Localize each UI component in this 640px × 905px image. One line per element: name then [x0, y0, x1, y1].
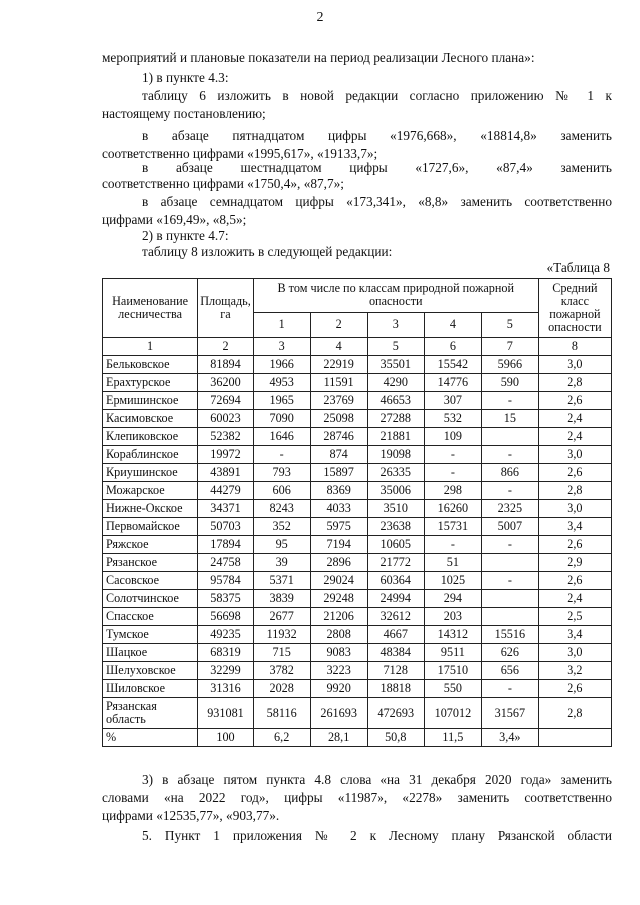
table-cell: 793 [253, 464, 310, 482]
table-cell: 4953 [253, 374, 310, 392]
forestry-name-cell: Ермишинское [103, 392, 198, 410]
table-cell: 22919 [310, 356, 367, 374]
forestry-name-cell: Клепиковское [103, 428, 198, 446]
table-cell: 2,6 [538, 536, 611, 554]
table-cell: 28,1 [310, 729, 367, 747]
table-cell: 3510 [367, 500, 424, 518]
class-number-cell: 4 [424, 312, 481, 337]
table-cell: 32612 [367, 608, 424, 626]
forestry-name-cell: Рязанская область [103, 698, 198, 729]
table-row [103, 356, 612, 374]
table-cell: 15516 [481, 626, 538, 644]
table-cell: 11591 [310, 374, 367, 392]
table-row [103, 410, 612, 428]
class-number-cell: 1 [253, 312, 310, 337]
table-cell: 9920 [310, 680, 367, 698]
table-cell: 48384 [367, 644, 424, 662]
table-cell: 49235 [198, 626, 254, 644]
table-cell: 3,4 [538, 518, 611, 536]
table-row [103, 464, 612, 482]
table-cell: 34371 [198, 500, 254, 518]
table-cell: 21206 [310, 608, 367, 626]
table-cell: 2,6 [538, 392, 611, 410]
paragraph-line: словами «на 2022 год», цифры «11987», «2278» заменить соответственно [102, 790, 612, 805]
table-cell: 715 [253, 644, 310, 662]
table-cell: 656 [481, 662, 538, 680]
table-cell: 2,6 [538, 680, 611, 698]
table-cell: 31316 [198, 680, 254, 698]
table-cell: 2677 [253, 608, 310, 626]
table-cell: 203 [424, 608, 481, 626]
forestry-name-cell: Касимовское [103, 410, 198, 428]
table-cell: - [424, 536, 481, 554]
table-cell: 14776 [424, 374, 481, 392]
table-cell: 16260 [424, 500, 481, 518]
table-cell: 60023 [198, 410, 254, 428]
table-row [103, 428, 612, 446]
forestry-name-cell: Шиловское [103, 680, 198, 698]
table-cell: 15897 [310, 464, 367, 482]
column-number-cell: 3 [253, 338, 310, 356]
table-cell: 19972 [198, 446, 254, 464]
class-number-cell: 5 [481, 312, 538, 337]
table-cell: 23638 [367, 518, 424, 536]
table-cell [481, 590, 538, 608]
table-row [103, 608, 612, 626]
table-cell: 590 [481, 374, 538, 392]
table-cell: 58375 [198, 590, 254, 608]
column-number-cell: 5 [367, 338, 424, 356]
table-cell: 11932 [253, 626, 310, 644]
table-row [103, 572, 612, 590]
table-cell: 5371 [253, 572, 310, 590]
table-row [103, 680, 612, 698]
table-cell: 46653 [367, 392, 424, 410]
table-cell: 109 [424, 428, 481, 446]
table-cell: 10605 [367, 536, 424, 554]
forestry-name-cell: Первомайское [103, 518, 198, 536]
paragraph-line: настоящему постановлению; [102, 106, 266, 121]
table-cell: 58116 [253, 698, 310, 729]
table-cell: 60364 [367, 572, 424, 590]
forestry-name-cell: Бельковское [103, 356, 198, 374]
table-cell: 931081 [198, 698, 254, 729]
table-cell: 626 [481, 644, 538, 662]
table-cell: 21772 [367, 554, 424, 572]
table-row [103, 729, 612, 747]
table-cell: 8243 [253, 500, 310, 518]
table-cell: 2,4 [538, 590, 611, 608]
table-cell: 2,8 [538, 374, 611, 392]
forestry-name-cell: % [103, 729, 198, 747]
table-row [103, 662, 612, 680]
table-cell: - [481, 536, 538, 554]
table-cell: 2808 [310, 626, 367, 644]
paragraph-line: соответственно цифрами «1995,617», «19133,7»; [102, 146, 378, 161]
table-cell: 7194 [310, 536, 367, 554]
table-cell: 2325 [481, 500, 538, 518]
table-cell: 3839 [253, 590, 310, 608]
forestry-name-cell: Тумское [103, 626, 198, 644]
paragraph-line: соответственно цифрами «1750,4», «87,7»; [102, 176, 344, 191]
table-cell: 56698 [198, 608, 254, 626]
table-cell: 27288 [367, 410, 424, 428]
table-cell: 3,0 [538, 446, 611, 464]
table-cell: 72694 [198, 392, 254, 410]
forestry-name-cell: Шелуховское [103, 662, 198, 680]
table-cell: 294 [424, 590, 481, 608]
paragraph-line: мероприятий и плановые показатели на период реализации Лесного плана»: [102, 50, 535, 65]
paragraph-line: таблицу 6 изложить в новой редакции согласно приложению № 1 к [142, 88, 612, 103]
table-cell: 2,8 [538, 698, 611, 729]
table-cell: 3,0 [538, 356, 611, 374]
table-body [103, 356, 612, 747]
forestry-name-cell: Сасовское [103, 572, 198, 590]
item-heading: 2) в пункте 4.7: [142, 228, 229, 243]
table-cell: 11,5 [424, 729, 481, 747]
table-row [103, 500, 612, 518]
table-row [103, 392, 612, 410]
table-cell: 24994 [367, 590, 424, 608]
table-cell: 107012 [424, 698, 481, 729]
table-cell: 1025 [424, 572, 481, 590]
table-cell: 298 [424, 482, 481, 500]
table-cell: 8369 [310, 482, 367, 500]
table-cell: 2,5 [538, 608, 611, 626]
table-cell: 3,0 [538, 500, 611, 518]
table-cell: 24758 [198, 554, 254, 572]
table-cell [481, 554, 538, 572]
table-cell: 29024 [310, 572, 367, 590]
column-number-cell: 2 [198, 338, 254, 356]
forestry-name-cell: Ряжское [103, 536, 198, 554]
column-number-cell: 6 [424, 338, 481, 356]
data-table [102, 278, 612, 747]
table-row [103, 554, 612, 572]
forestry-name-cell: Солотчинское [103, 590, 198, 608]
table-cell: 1646 [253, 428, 310, 446]
table-cell: 2,6 [538, 464, 611, 482]
table-cell: 1965 [253, 392, 310, 410]
table-cell: 3,2 [538, 662, 611, 680]
table-cell: - [481, 392, 538, 410]
table-cell: 5975 [310, 518, 367, 536]
header-area: Площадь, га [198, 279, 254, 338]
table-cell: - [481, 572, 538, 590]
table-cell: 3,4 [538, 626, 611, 644]
column-number-row [103, 338, 612, 356]
table-cell: 36200 [198, 374, 254, 392]
table-cell: - [253, 446, 310, 464]
table-cell: 18818 [367, 680, 424, 698]
table-cell: 4290 [367, 374, 424, 392]
table-cell: 5007 [481, 518, 538, 536]
table-cell: 17894 [198, 536, 254, 554]
column-number-cell: 7 [481, 338, 538, 356]
table-cell: 15 [481, 410, 538, 428]
forestry-name-cell: Ерахтурское [103, 374, 198, 392]
paragraph-line: 3) в абзаце пятом пункта 4.8 слова «на 31 декабря 2020 года» заменить [142, 772, 612, 787]
header-average: Средний класс пожарной опасности [538, 279, 611, 338]
table-cell: 43891 [198, 464, 254, 482]
table-cell: 2,4 [538, 410, 611, 428]
table-cell: - [424, 464, 481, 482]
table-cell: 3782 [253, 662, 310, 680]
table-cell: 874 [310, 446, 367, 464]
table-cell: - [481, 446, 538, 464]
table-cell: 550 [424, 680, 481, 698]
table-cell: 6,2 [253, 729, 310, 747]
table-cell: 35006 [367, 482, 424, 500]
forestry-name-cell: Кораблинское [103, 446, 198, 464]
table-cell: 2,4 [538, 428, 611, 446]
table-cell: 866 [481, 464, 538, 482]
page-number: 2 [316, 10, 324, 25]
table-cell: 25098 [310, 410, 367, 428]
forestry-name-cell: Криушинское [103, 464, 198, 482]
table-cell [538, 729, 611, 747]
table-row [103, 626, 612, 644]
column-number-cell: 1 [103, 338, 198, 356]
table-cell: 7128 [367, 662, 424, 680]
table-cell: 2896 [310, 554, 367, 572]
table-cell: 44279 [198, 482, 254, 500]
table-cell: 81894 [198, 356, 254, 374]
header-name: Наименование лесничества [103, 279, 198, 338]
table-cell: - [481, 482, 538, 500]
table-row [103, 590, 612, 608]
table-cell: 17510 [424, 662, 481, 680]
forestry-name-cell: Рязанское [103, 554, 198, 572]
item-heading: 1) в пункте 4.3: [142, 70, 229, 85]
header-classes: В том числе по классам природной пожарной опасности [253, 279, 538, 313]
table-cell: 14312 [424, 626, 481, 644]
table-cell: 307 [424, 392, 481, 410]
table-cell: 3,4» [481, 729, 538, 747]
table-row [103, 446, 612, 464]
table-cell: 2,8 [538, 482, 611, 500]
table-cell: 15731 [424, 518, 481, 536]
table-row [103, 482, 612, 500]
table-cell: 39 [253, 554, 310, 572]
paragraph-line: таблицу 8 изложить в следующей редакции: [142, 244, 393, 259]
table-cell: 28746 [310, 428, 367, 446]
class-number-cell: 2 [310, 312, 367, 337]
table-cell: 352 [253, 518, 310, 536]
forestry-name-cell: Нижне-Окское [103, 500, 198, 518]
table-cell: 50,8 [367, 729, 424, 747]
table-cell: 261693 [310, 698, 367, 729]
table-cell: 3223 [310, 662, 367, 680]
paragraph-line: цифрами «12535,77», «903,77». [102, 808, 280, 823]
table-cell: 52382 [198, 428, 254, 446]
paragraph-line: в абзаце шестнадцатом цифры «1727,6», «87,4» заменить [142, 160, 612, 175]
table-row [103, 374, 612, 392]
forestry-name-cell: Можарское [103, 482, 198, 500]
table-cell: 3,0 [538, 644, 611, 662]
table-cell: 15542 [424, 356, 481, 374]
paragraph-line: 5. Пункт 1 приложения № 2 к Лесному плану Рязанской области [142, 828, 612, 843]
paragraph-line: в абзаце пятнадцатом цифры «1976,668», «18814,8» заменить [142, 128, 612, 143]
class-number-cell: 3 [367, 312, 424, 337]
table-cell: 35501 [367, 356, 424, 374]
column-number-cell: 4 [310, 338, 367, 356]
table-cell: 472693 [367, 698, 424, 729]
table-cell: 19098 [367, 446, 424, 464]
table-cell: 95784 [198, 572, 254, 590]
forestry-name-cell: Шацкое [103, 644, 198, 662]
table-cell: 51 [424, 554, 481, 572]
table-cell: 7090 [253, 410, 310, 428]
table-cell: 100 [198, 729, 254, 747]
table-cell: 606 [253, 482, 310, 500]
table-cell: 50703 [198, 518, 254, 536]
table-caption: «Таблица 8 [546, 260, 610, 275]
table-cell: 23769 [310, 392, 367, 410]
table-row [103, 518, 612, 536]
table-cell: 21881 [367, 428, 424, 446]
table-cell: 68319 [198, 644, 254, 662]
paragraph-line: в абзаце семнадцатом цифры «173,341», «8,8» заменить соответственно [142, 194, 612, 209]
table-cell: 1966 [253, 356, 310, 374]
table-cell: 2,9 [538, 554, 611, 572]
table-row [103, 644, 612, 662]
paragraph-line: цифрами «169,49», «8,5»; [102, 212, 247, 227]
table-cell: 26335 [367, 464, 424, 482]
table-cell: 31567 [481, 698, 538, 729]
table-cell: 29248 [310, 590, 367, 608]
table-cell [481, 428, 538, 446]
table-row [103, 536, 612, 554]
forestry-fire-table [102, 278, 612, 747]
table-cell: - [424, 446, 481, 464]
table-cell: 9083 [310, 644, 367, 662]
table-row [103, 698, 612, 729]
table-cell: 4667 [367, 626, 424, 644]
table-cell: 95 [253, 536, 310, 554]
table-cell: 32299 [198, 662, 254, 680]
table-cell: - [481, 680, 538, 698]
table-cell: 2,6 [538, 572, 611, 590]
column-number-cell: 8 [538, 338, 611, 356]
table-cell: 2028 [253, 680, 310, 698]
table-cell: 532 [424, 410, 481, 428]
forestry-name-cell: Спасское [103, 608, 198, 626]
table-cell [481, 608, 538, 626]
table-cell: 5966 [481, 356, 538, 374]
table-cell: 4033 [310, 500, 367, 518]
table-cell: 9511 [424, 644, 481, 662]
